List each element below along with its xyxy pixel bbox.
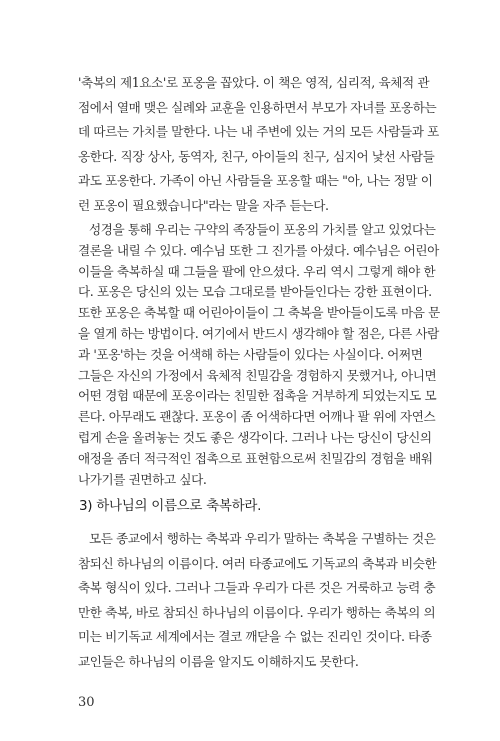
page-number: 30 xyxy=(78,695,95,710)
text-line: 어떤 경험 때문에 포옹이라는 친밀한 접촉을 거부하게 되었는지도 모 xyxy=(78,388,437,404)
text-line: 그들은 자신의 가정에서 육체적 친밀감을 경험하지 못했거나, 아니면 xyxy=(78,367,437,383)
text-line: 또한 포옹은 축복할 때 어린아이들이 그 축복을 받아들이도록 마음 문 xyxy=(78,305,440,321)
text-line: 다. 포옹은 당신의 있는 모습 그대로를 받아들인다는 강한 표현이다. xyxy=(78,284,432,300)
text-line: 성경을 통해 우리는 구약의 족장들이 포옹의 가치를 알고 있었다는 xyxy=(89,222,436,237)
section-heading: 3) 하나님의 이름으로 축복하라. xyxy=(79,498,262,514)
text-line: '축복의 제1요소'로 포옹을 꼽았다. 이 책은 영적, 심리적, 육체적 관 xyxy=(78,75,430,90)
text-line: 모든 종교에서 행하는 축복과 우리가 말하는 축복을 구별하는 것은 xyxy=(89,531,436,546)
text-line: 결론을 내릴 수 있다. 예수님 또한 그 진가를 아셨다. 예수님은 어린아 xyxy=(78,242,439,258)
text-line: 나가기를 권면하고 싶다. xyxy=(78,471,207,487)
text-line: 축복 형식이 있다. 그러나 그들과 우리가 다른 것은 거룩하고 능력 충 xyxy=(78,580,436,595)
text-line: 과도 포옹한다. 가족이 아닌 사람들을 포옹할 때는 "아, 나는 정말 이 xyxy=(78,173,433,188)
text-line: 교인들은 하나님의 이름을 알지도 이해하지도 못한다. xyxy=(78,654,359,669)
text-line: 참되신 하나님의 이름이다. 여러 타종교에도 기독교의 축복과 비슷한 xyxy=(78,556,437,571)
text-line: 을 열게 하는 방법이다. 여기에서 반드시 생각해야 할 점은, 다른 사람 xyxy=(78,326,439,341)
text-line: 른다. 아무래도 괜찮다. 포옹이 좀 어색하다면 어깨나 팔 위에 자연스 xyxy=(78,409,436,425)
text-line: 애정을 좀더 적극적인 접촉으로 표현함으로써 친밀감의 경험을 배워 xyxy=(78,450,433,466)
text-line: 데 따르는 가치를 말한다. 나는 내 주변에 있는 거의 모든 사람들과 포 xyxy=(78,124,439,139)
text-line: 점에서 열매 맺은 실례와 교훈을 인용하면서 부모가 자녀를 포옹하는 xyxy=(78,99,437,115)
text-line: 런 포옹이 필요했습니다"라는 말을 자주 듣는다. xyxy=(78,197,329,213)
text-line: 이들을 축복하실 때 그들을 팔에 안으셨다. 우리 역시 그렇게 해야 한 xyxy=(78,263,436,279)
text-line: 과 '포옹'하는 것을 어색해 하는 사람들이 있다는 사실이다. 어쩌면 xyxy=(78,346,423,362)
text-line: 옹한다. 직장 상사, 동역자, 친구, 아이들의 친구, 심지어 낯선 사람들 xyxy=(78,148,435,164)
text-line: 만한 축복, 바로 참되신 하나님의 이름이다. 우리가 행하는 축복의 의 xyxy=(78,605,436,620)
text-line: 럽게 손을 올려놓는 것도 좋은 생각이다. 그러나 나는 당신이 당신의 xyxy=(78,430,432,445)
text-line: 미는 비기독교 세계에서는 결코 깨닫을 수 없는 진리인 것이다. 타종 xyxy=(78,629,432,644)
